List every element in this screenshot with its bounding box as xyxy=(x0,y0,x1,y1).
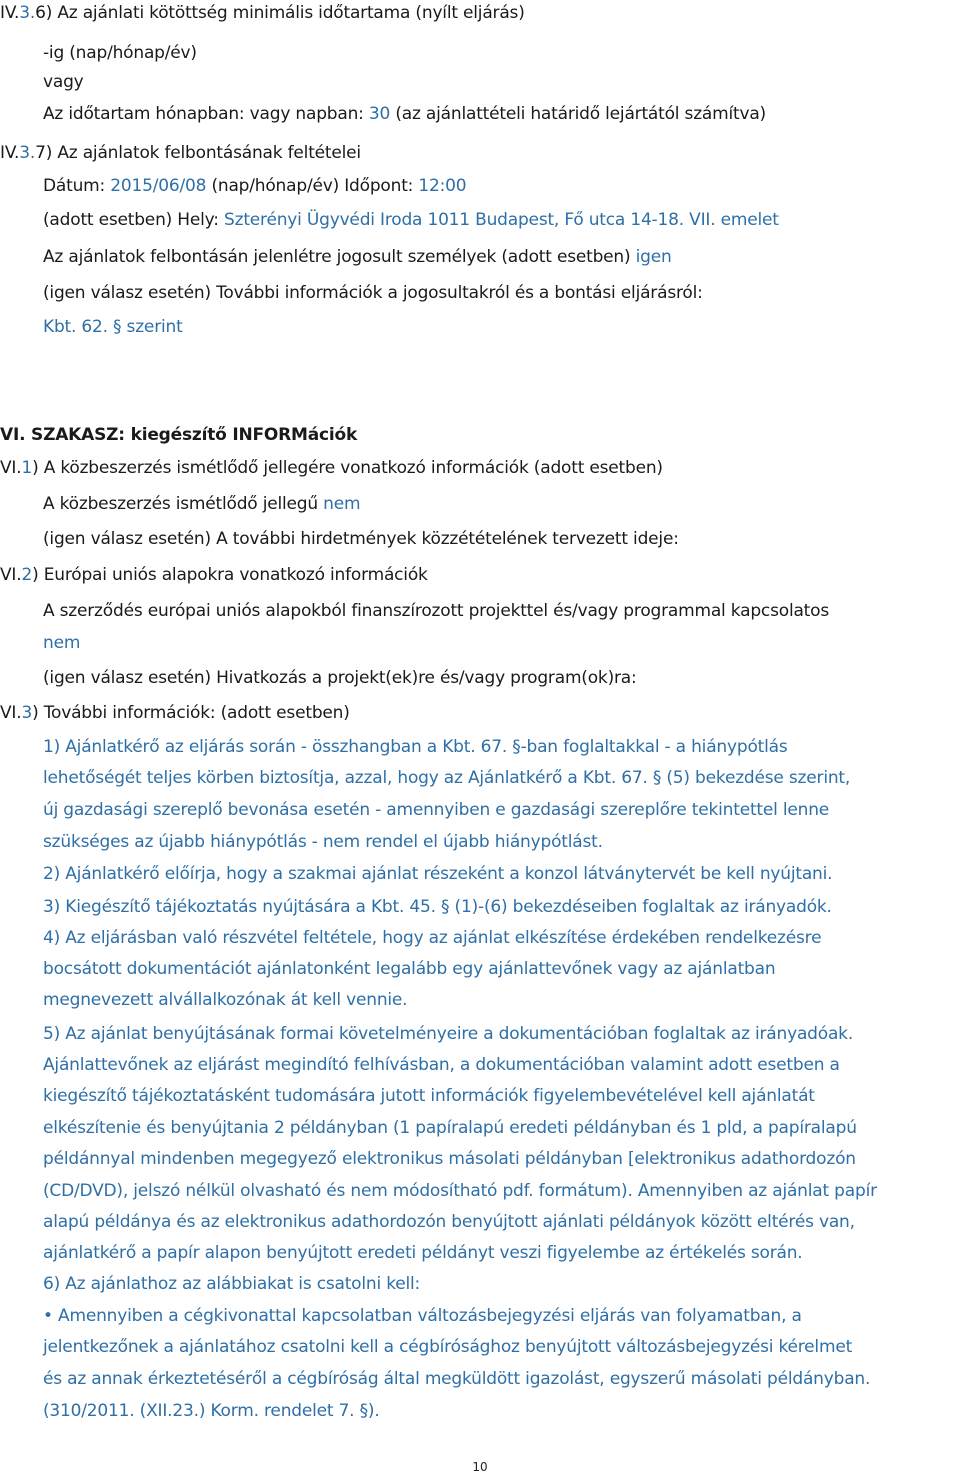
text-line xyxy=(43,601,829,621)
text-run: 6) Az ajánlati kötöttség minimális időtartama (nyílt eljárás) xyxy=(35,3,525,23)
text-run: VI. SZAKASZ: kiegészítő INFORMációk xyxy=(0,425,358,445)
text-run: IV. xyxy=(0,3,20,23)
text-run: Az ajánlatok felbontásán jelenlétre jogosult személyek (adott esetben) xyxy=(43,247,636,267)
text-run: 2) Ajánlatkérő előírja, hogy a szakmai ajánlat részeként a konzol látványtervét be kell nyújtani. xyxy=(43,864,833,884)
text-line xyxy=(43,283,703,303)
text-run: megnevezett alvállalkozónak át kell vennie. xyxy=(43,990,408,1010)
text-line xyxy=(43,1306,802,1326)
text-line xyxy=(43,1243,802,1263)
text-line xyxy=(43,72,84,92)
text-run: és az annak érkeztetéséről a cégbíróság által megküldött igazolást, egyszerű másolati példányban. xyxy=(43,1369,871,1389)
text-run: (igen válasz esetén) További információk a jogosultakról és a bontási eljárásról: xyxy=(43,283,703,303)
text-line xyxy=(43,864,832,884)
text-line xyxy=(43,1274,420,1294)
text-run: Ajánlattevőnek az eljárást megindító felhívásban, a dokumentációban valamint adott esetben a xyxy=(43,1055,840,1075)
text-run: 1 xyxy=(21,458,33,478)
text-run: (adott esetben) Hely: xyxy=(43,210,224,230)
text-run: Az időtartam hónapban: vagy napban: xyxy=(43,104,369,124)
text-run: ) További információk: (adott esetben) xyxy=(32,703,350,723)
text-line xyxy=(43,1337,852,1357)
text-run: A közbeszerzés ismétlődő jellegű xyxy=(43,494,324,514)
text-run: szükséges az újabb hiánypótlás - nem rendel el újabb hiánypótlást. xyxy=(43,832,603,852)
text-run: lehetőségét teljes körben biztosítja, azzal, hogy az Ajánlatkérő a Kbt. 67. § (5) bekezdése szerint, xyxy=(43,768,851,788)
text-run: 4) Az eljárásban való részvétel feltétele, hogy az ajánlat elkészítése érdekében rendelkezésre xyxy=(43,928,822,948)
text-line xyxy=(43,959,775,979)
text-line xyxy=(43,1181,877,1201)
text-run: új gazdasági szereplő bevonása esetén - amennyiben e gazdasági szereplőre tekintettel lenne xyxy=(43,800,830,820)
text-run: 5) Az ajánlat benyújtásának formai követelményeire a dokumentációban foglaltak az irányadóak. xyxy=(43,1024,854,1044)
text-run: bocsátott dokumentációt ajánlatonként legalább egy ajánlattevőnek vagy az ajánlatban xyxy=(43,959,776,979)
text-line xyxy=(43,104,766,124)
text-line xyxy=(43,928,821,948)
text-run: 2015/06/08 xyxy=(110,176,207,196)
text-line xyxy=(43,633,80,653)
text-line xyxy=(43,317,183,337)
text-run: (igen válasz esetén) Hivatkozás a projekt(ek)re és/vagy program(ok)ra: xyxy=(43,668,637,688)
text-run: Kbt. 62. § szerint xyxy=(43,317,183,337)
text-run: igen xyxy=(635,247,672,267)
text-run: 6) Az ajánlathoz az alábbiakat is csatolni kell: xyxy=(43,1274,421,1294)
text-line xyxy=(43,210,779,230)
text-line xyxy=(0,3,525,23)
text-run: • Amennyiben a cégkivonattal kapcsolatban változásbejegyzési eljárás van folyamatban, a xyxy=(43,1306,802,1326)
text-line xyxy=(0,703,350,723)
text-line xyxy=(43,247,672,267)
text-line xyxy=(43,1024,853,1044)
text-line xyxy=(43,1369,870,1389)
text-run: 30 xyxy=(368,104,391,124)
text-run: (nap/hónap/év) Időpont: xyxy=(206,176,419,196)
text-line xyxy=(43,176,466,196)
text-run: 3. xyxy=(19,143,36,163)
text-run: nem xyxy=(43,633,81,653)
text-run: kiegészítő tájékoztatásként tudomására jutott információk figyelembevételével kell ajánlatát xyxy=(43,1086,815,1106)
text-run: -ig (nap/hónap/év) xyxy=(43,43,197,63)
text-line xyxy=(43,494,360,514)
text-run: A szerződés európai uniós alapokból finanszírozott projekttel és/vagy programmal kapcsolatos xyxy=(43,601,830,621)
text-run: (az ajánlattételi határidő lejártától számítva) xyxy=(390,104,766,124)
text-line xyxy=(43,768,850,788)
text-line xyxy=(43,1118,857,1138)
page-number: 10 xyxy=(472,1460,488,1474)
text-run: 3 xyxy=(21,703,33,723)
text-run: Szterényi Ügyvédi Iroda 1011 Budapest, Fő utca 14-18. VII. emelet xyxy=(224,210,779,230)
text-line xyxy=(0,565,428,585)
text-run: 3) Kiegészítő tájékoztatás nyújtására a Kbt. 45. § (1)-(6) bekezdéseiben foglaltak az irányadók. xyxy=(43,897,832,917)
text-run: VI. xyxy=(0,703,22,723)
text-run: 7) Az ajánlatok felbontásának feltételei xyxy=(35,143,361,163)
text-line xyxy=(0,458,663,478)
text-line xyxy=(43,668,637,688)
text-run: 3. xyxy=(19,3,36,23)
text-line xyxy=(43,832,603,852)
text-line xyxy=(43,1212,855,1232)
text-line xyxy=(43,1055,840,1075)
text-line xyxy=(43,990,407,1010)
text-run: Dátum: xyxy=(43,176,111,196)
text-run: VI. xyxy=(0,565,22,585)
text-run: VI. xyxy=(0,458,22,478)
text-run: elkészítenie és benyújtania 2 példányban (1 papíralapú eredeti példányban és 1 pld, a papíralapú xyxy=(43,1118,857,1138)
text-run: 2 xyxy=(21,565,33,585)
text-run: vagy xyxy=(43,72,84,92)
text-run: 12:00 xyxy=(418,176,467,196)
text-run: példánnyal mindenben megegyező elektronikus másolati példányban [elektronikus adathordozón xyxy=(43,1149,856,1169)
text-line xyxy=(43,800,829,820)
text-run: ajánlatkérő a papír alapon benyújtott eredeti példányt veszi figyelembe az értékelés során. xyxy=(43,1243,803,1263)
text-run: 1) Ajánlatkérő az eljárás során - összhangban a Kbt. 67. §-ban foglaltakkal - a hiánypótlás xyxy=(43,737,788,757)
text-line xyxy=(43,897,832,917)
text-line xyxy=(43,43,197,63)
text-run: ) Európai uniós alapokra vonatkozó információk xyxy=(32,565,428,585)
text-run: (310/2011. (XII.23.) Korm. rendelet 7. §). xyxy=(43,1401,380,1421)
text-line xyxy=(43,1086,815,1106)
text-run: nem xyxy=(323,494,361,514)
text-line xyxy=(43,529,679,549)
text-line xyxy=(0,143,361,163)
text-run: (igen válasz esetén) A további hirdetmények közzétételének tervezett ideje: xyxy=(43,529,679,549)
text-line xyxy=(43,737,788,757)
text-run: (CD/DVD), jelszó nélkül olvasható és nem módosítható pdf. formátum). Amennyiben az ajánlat papír xyxy=(43,1181,877,1201)
text-line xyxy=(43,1401,380,1421)
text-run: jelentkezőnek a ajánlatához csatolni kell a cégbírósághoz benyújtott változásbejegyzési kérelmet xyxy=(43,1337,853,1357)
section-heading xyxy=(0,425,357,445)
text-run: ) A közbeszerzés ismétlődő jellegére vonatkozó információk (adott esetben) xyxy=(32,458,663,478)
text-run: alapú példánya és az elektronikus adathordozón benyújtott ajánlati példányok között eltérés van, xyxy=(43,1212,855,1232)
text-run: IV. xyxy=(0,143,20,163)
text-line xyxy=(43,1149,856,1169)
